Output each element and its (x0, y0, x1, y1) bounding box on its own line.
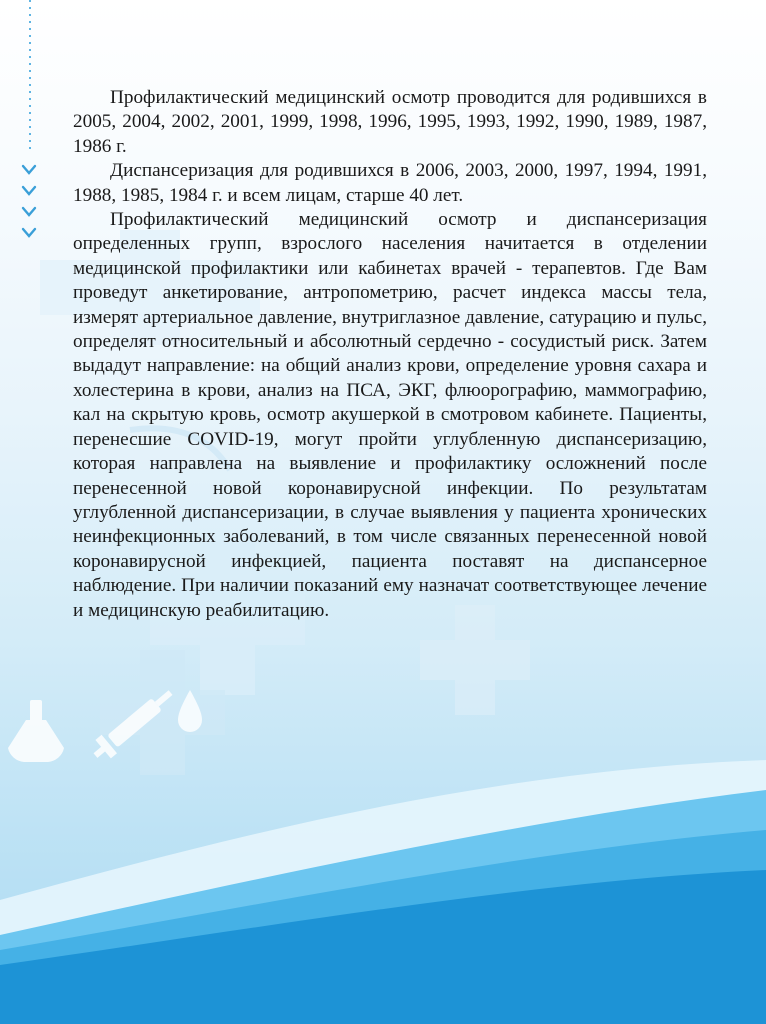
chevron-group (18, 160, 40, 244)
chevron-down-icon (18, 202, 40, 223)
paragraph-dispanserization-years: Диспансеризация для родившихся в 2006, 2003, 2000, 1997, 1994, 1991, 1988, 1985, 1984 г. и всем лицам, старше 40 лет. (73, 160, 707, 206)
document-body (73, 86, 707, 623)
chevron-down-icon (18, 223, 40, 244)
chevron-down-icon (18, 160, 40, 181)
flask-icon (8, 700, 64, 762)
paragraph-procedure-description: Профилактический медицинский осмотр и диспансеризация определенных групп, взрослого населения начитается в отделении медицинской профилактики или кабинетах врачей - терапевтов. Где Вам проведут анкетирование, антропометрию, расчет индекса массы тела, измерят артериальное давление, внутриглазное давление, сатурацию и пульс, определят относительный и абсолютный сердечно - сосудистый риск. Затем выдадут направление: на общий анализ крови, определение уровня сахара и холестерина в крови, анализ на ПСА, ЭКГ, флюорографию, маммографию, кал на скрытую кровь, осмотр акушеркой в смотровом кабинете. Пациенты, перенесшие COVID-19, могут пройти углубленную диспансеризацию, которая направлена на выявление и профилактику осложнений после перенесенной новой коронавирусной инфекции. По результатам углубленной диспансеризации, в случае выявления у пациента хронических неинфекционных заболеваний, в том числе связанных перенесенной новой коронавирусной инфекцией, пациента поставят на диспансерное наблюдение. При наличии показаний ему назначат соответствующее лечение и медицинскую реабилитацию. (73, 209, 707, 621)
paragraph-checkup-years: Профилактический медицинский осмотр проводится для родившихся в 2005, 2004, 2002, 2001, 1999, 1998, 1996, 1995, 1993, 1992, 1990, 1989, 1987, 1986 г. (73, 87, 707, 157)
dotted-line-icon (27, 0, 33, 150)
chevron-down-icon (18, 181, 40, 202)
